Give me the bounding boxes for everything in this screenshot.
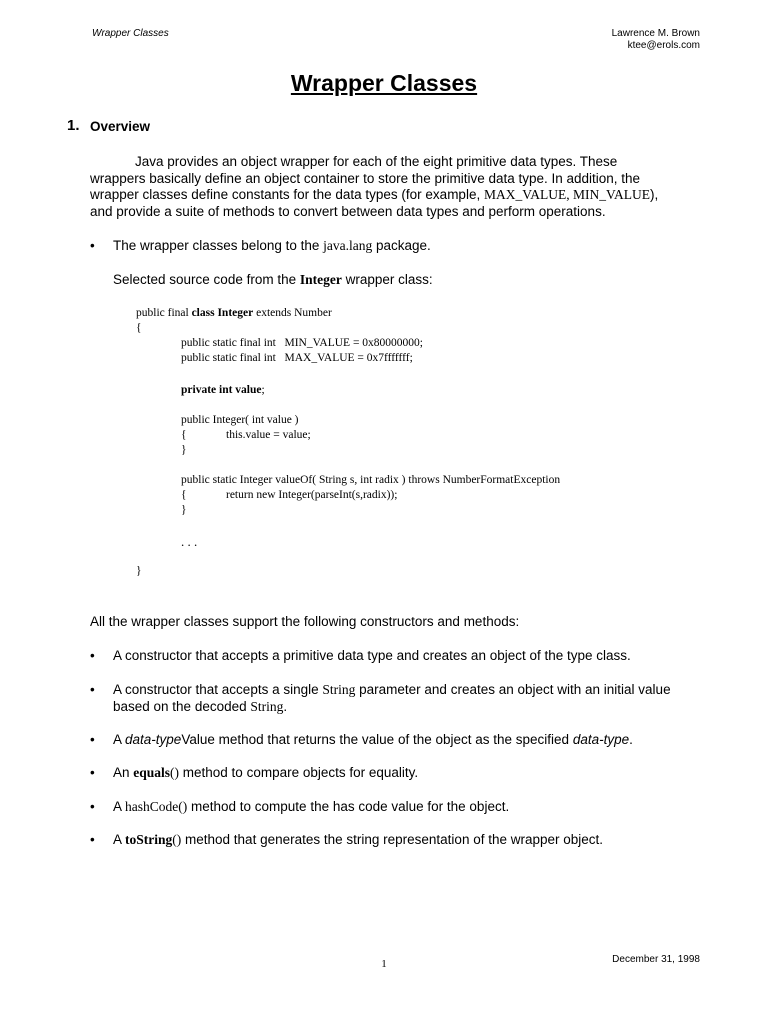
code-constructor-close: }	[181, 444, 187, 456]
author-name: Lawrence M. Brown	[611, 28, 700, 39]
bullet-marker: •	[90, 765, 95, 780]
intro-line-4: and provide a suite of methods to convert between data types and perform operations.	[90, 203, 606, 219]
intro-line-1: Java provides an object wrapper for each of the eight primitive data types. These	[135, 154, 618, 169]
code-close-brace: }	[136, 565, 142, 577]
code-open-brace: {	[136, 322, 142, 334]
selected-source-text: Selected source code from the Integer wrapper class:	[113, 272, 433, 287]
bullet-marker: •	[90, 238, 95, 253]
bullet-marker: •	[90, 682, 95, 697]
bullet-hashcode: A hashCode() method to compute the has code value for the object.	[113, 799, 510, 814]
bullet-marker: •	[90, 799, 95, 814]
page-number: 1	[381, 958, 387, 970]
section-title: Overview	[90, 119, 151, 134]
code-constructor: public Integer( int value )	[181, 414, 299, 426]
footer-date: December 31, 1998	[612, 954, 700, 965]
bullet-package-text: The wrapper classes belong to the java.lang package.	[113, 238, 431, 253]
code-valueof-signature: public static Integer valueOf( String s, int radix ) throws NumberFormatException	[181, 474, 561, 486]
intro-line-2: wrappers basically define an object container to store the primitive data type. In addition, the	[90, 170, 641, 186]
code-private-value: private int value;	[181, 384, 265, 396]
intro-paragraph	[90, 154, 690, 220]
code-min-value: public static final int MIN_VALUE = 0x80000000;	[181, 337, 423, 349]
author-email: ktee@erols.com	[627, 40, 700, 51]
running-header-author	[612, 28, 700, 52]
bullet-constructor-string: A constructor that accepts a single String parameter and creates an object with an initial value based on the decoded String.	[113, 682, 671, 714]
bullet-marker: •	[90, 832, 95, 847]
section-number: 1.	[67, 117, 80, 134]
code-constructor-body: this.value = value;	[226, 429, 311, 441]
document-title: Wrapper Classes	[290, 70, 478, 96]
bullet-equals: An equals() method to compare objects for equality.	[113, 765, 419, 780]
intro-line-3: wrapper classes define constants for the data types (for example, MAX_VALUE, MIN_VALUE),	[90, 187, 659, 202]
code-ellipsis: . . .	[181, 534, 198, 549]
code-line-class-decl: public final class Integer extends Number	[136, 307, 332, 319]
code-valueof-brace: {	[181, 489, 187, 501]
code-valueof-body: return new Integer(parseInt(s,radix));	[226, 489, 398, 501]
support-text: All the wrapper classes support the following constructors and methods:	[90, 614, 520, 629]
code-valueof-close: }	[181, 504, 187, 516]
bullet-marker: •	[90, 732, 95, 747]
code-constructor-brace: {	[181, 429, 187, 441]
code-max-value: public static final int MAX_VALUE = 0x7fffffff;	[181, 352, 413, 364]
bullet-datatype-value: A data-typeValue method that returns the value of the object as the specified data-type.	[113, 732, 633, 747]
bullet-marker: •	[90, 648, 95, 663]
bullet-constructor-primitive: A constructor that accepts a primitive data type and creates an object of the type class.	[113, 648, 631, 663]
running-header-title: Wrapper Classes	[92, 28, 169, 39]
bullet-tostring: A toString() method that generates the string representation of the wrapper object.	[113, 832, 604, 847]
